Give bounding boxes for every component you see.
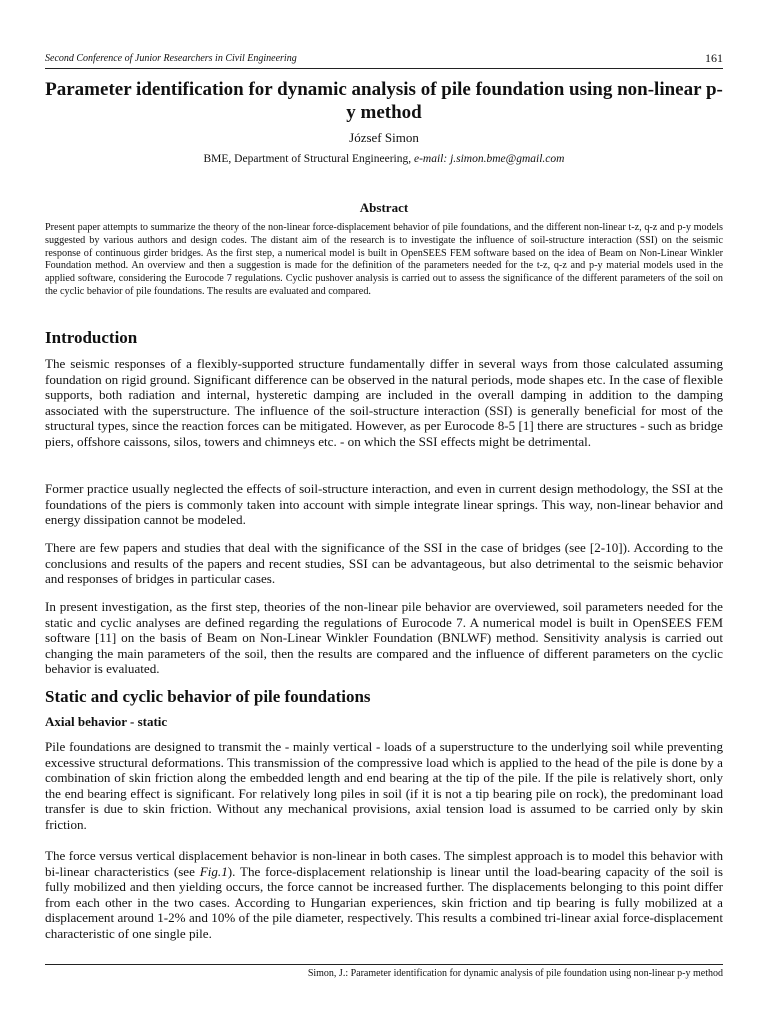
author-email: e-mail: j.simon.bme@gmail.com (413, 153, 565, 165)
subsection-heading-axial: Axial behavior - static (45, 714, 168, 729)
page-number: 161 (705, 51, 723, 65)
running-footer: Simon, J.: Parameter identification for dynamic analysis of pile foundation using non-linear p-y method (45, 964, 723, 979)
affiliation-department: BME, Department of Structural Engineering, (203, 153, 412, 165)
section-heading-static-cyclic: Static and cyclic behavior of pile foundations (45, 687, 371, 706)
intro-paragraph-2: Former practice usually neglected the effects of soil-structure interaction, and even in current design methodology, the SSI at the foundations of the piers is commonly taken into account with simple integrate linear springs. This way, non-linear behavior and energy dissipation cannot be modeled. (45, 481, 723, 528)
running-header (45, 50, 723, 69)
affiliation (45, 153, 723, 165)
conference-name: Second Conference of Junior Researchers in Civil Engineering (45, 53, 297, 64)
abstract-heading: Abstract (359, 200, 409, 215)
introduction-heading: Introduction (45, 328, 138, 347)
figure-reference: Fig.1 (199, 863, 228, 879)
intro-paragraph-3: There are few papers and studies that deal with the significance of the SSI in the case of bridges (see [2-10]). According to the conclusions and results of the papers and recent studies, SSI can be advantageous, but also detrimental to the seismic behavior and responses of bridges in particular cases. (45, 540, 723, 587)
author-name: József Simon (349, 130, 419, 145)
abstract-text: Present paper attempts to summarize the theory of the non-linear force-displacement behavior of pile foundations, and the different non-linear t-z, q-z and p-y models suggested by various authors and design codes. The distant aim of the research is to investigate the influence of soil-structure interaction (SSI) on the seismic response of continuous girder bridges. As the first step, a numerical model is built in OpenSEES FEM software based on the idea of Beam on Non-Linear Winkler Foundation method. An overview and then a suggestion is made for the definition of the parameters needed for the t-z, q-z and p-y material models used in the applied software, considering the Eurocode 7 regulations. Cyclic pushover analysis is carried out to assess the significance of the different parameters of the soil on the cyclic behavior of pile foundations. The results are evaluated and compared. (45, 222, 723, 297)
intro-paragraph-1: The seismic responses of a flexibly-supported structure fundamentally differ in several ways from those calculated assuming foundation on rigid ground. Significant difference can be observed in the natural periods, mode shapes etc. In the case of flexible supports, both radiation and internal, hysteretic damping are included in the overall damping in addition to the damping associated with the superstructure. The influence of the soil-structure interaction (SSI) is generally beneficial for most of the structural types, since the reaction forces can be mitigated. However, as per Eurocode 8-5 [1] there are structures - such as bridge piers, offshore caissons, silos, towers and chimneys etc. - on which the SSI effects might be detrimental. (45, 356, 723, 449)
paper-title: Parameter identification for dynamic analysis of pile foundation using non-linear p-y method (45, 79, 723, 123)
section2-paragraph-2-part-a: The force versus vertical displacement behavior is non-linear in both cases. The simplest approach is to model this behavior with bi-linear characteristics (see (45, 848, 723, 879)
intro-paragraph-4: In present investigation, as the first step, theories of the non-linear pile behavior are overviewed, soil parameters needed for the static and cyclic analyses are defined regarding the regulations of Eurocode 7. A numerical model is built in OpenSEES FEM software [11] on the basis of Beam on Non-Linear Winkler Foundation (BNLWF) method. Sensitivity analysis is carried out changing the main parameters of the soil, then the results are compared and the influence of different parameters on the cyclic behavior is evaluated. (45, 599, 723, 677)
section2-paragraph-2-part-b: ). The force-displacement relationship is linear until the load-bearing capacity of the soil is fully mobilized and then yielding occurs, the force cannot be increased further. The displacements belonging to this point differ from each other in the two cases. According to Hungarian experiences, skin friction and tip bearing is fully mobilized at a displacement around 1-2% and 10% of the pile diameter, respectively. This results a combined tri-linear axial force-displacement characteristic of one single pile. (45, 863, 723, 941)
section2-paragraph-2 (45, 848, 723, 942)
section2-paragraph-1: Pile foundations are designed to transmit the - mainly vertical - loads of a superstructure to the underlying soil while preventing excessive structural deformations. This transmission of the compressive load which is applied to the head of the pile is done by a combination of skin friction along the embedded length and end bearing at the tip of the pile. If the pile is relatively short, only the end bearing effect is significant. For relatively long piles in soil (if it is not a tip bearing pile on rock), the predominant load transfer is due to skin friction. Without any mechanical provisions, axial tension load is assumed to be carried only by skin friction. (45, 739, 723, 832)
